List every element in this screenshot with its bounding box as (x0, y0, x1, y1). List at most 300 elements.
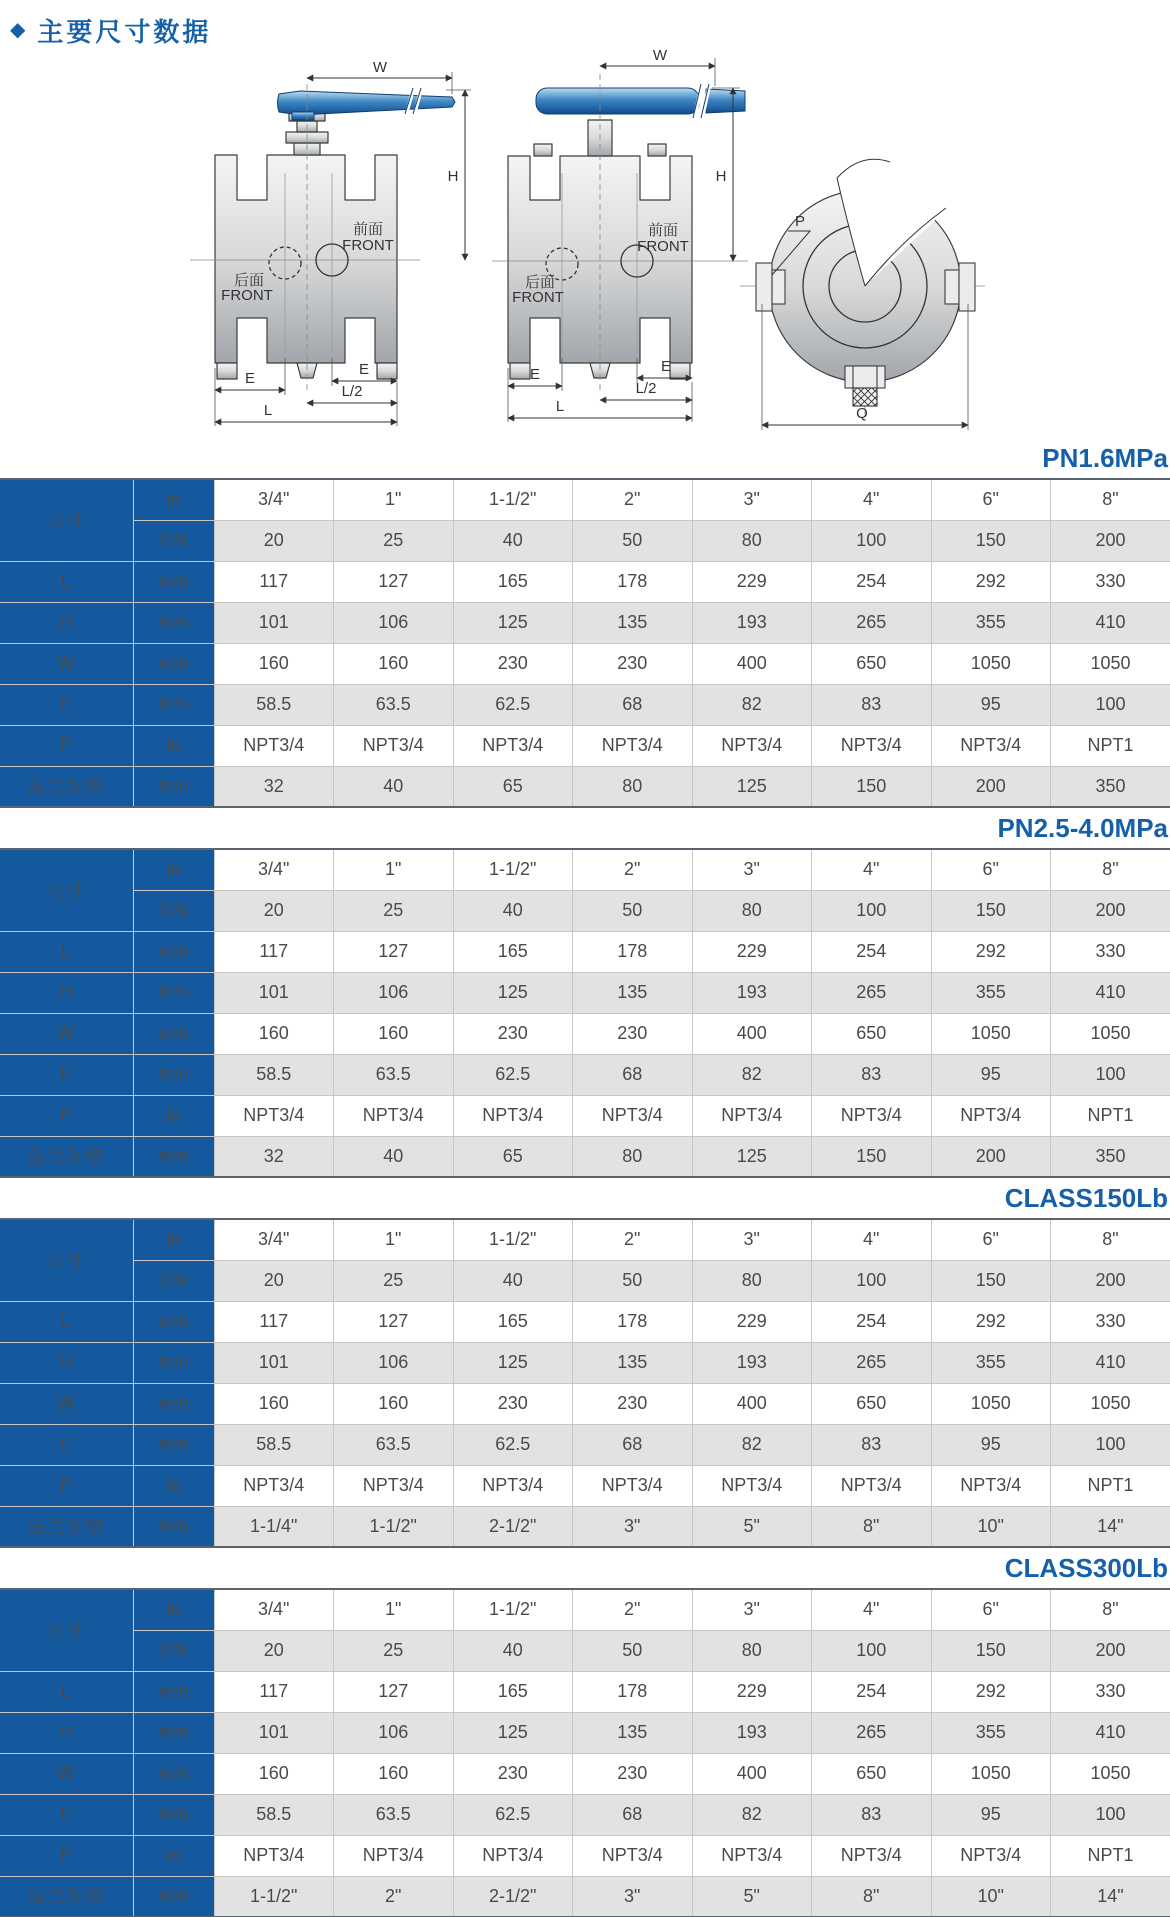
dim-value-cell: 410 (1051, 1712, 1170, 1753)
dim-value-cell: 410 (1051, 602, 1170, 643)
dimension-header-cell: 尺寸 (0, 479, 133, 561)
dim-value-cell: 127 (334, 931, 454, 972)
dim-value-cell: 82 (692, 1794, 812, 1835)
dim-value-cell: 82 (692, 684, 812, 725)
dim-value-cell: 68 (573, 684, 693, 725)
dim-value-cell: 400 (692, 1013, 812, 1054)
dim-value-cell: 58.5 (214, 1794, 334, 1835)
size-inch-cell: 8" (1051, 849, 1170, 890)
dim-value-cell: 83 (812, 1424, 932, 1465)
row-unit-cell: in (133, 1465, 214, 1506)
dim-value-cell: 2-1/2" (453, 1506, 573, 1547)
dim-value-cell: 68 (573, 1054, 693, 1095)
dim-value-cell: 127 (334, 1301, 454, 1342)
dim-value-cell: NPT3/4 (453, 1095, 573, 1136)
row-unit-cell: mm (133, 1301, 214, 1342)
row-unit-cell: mm (133, 972, 214, 1013)
dimension-table (0, 478, 1170, 808)
size-dn-cell: 150 (931, 520, 1051, 561)
dim-value-cell: 200 (931, 1136, 1051, 1177)
dim-label-e-right: E (358, 361, 370, 378)
size-inch-cell: 1-1/2" (453, 1589, 573, 1630)
dim-value-cell: 230 (573, 1383, 693, 1424)
dim-value-cell: NPT1 (1051, 1835, 1170, 1876)
dim-value-cell: 100 (1051, 1054, 1170, 1095)
dim-value-cell: 3" (573, 1506, 693, 1547)
dim-label-q: Q (856, 405, 868, 422)
row-label-cell: 法兰规格 (0, 766, 133, 807)
size-dn-cell: 80 (692, 520, 812, 561)
table-title: PN1.6MPa (1042, 443, 1168, 473)
row-unit-cell: mm (133, 643, 214, 684)
dim-value-cell: NPT1 (1051, 725, 1170, 766)
dim-value-cell: 68 (573, 1794, 693, 1835)
dim-label-e-left: E (529, 366, 541, 383)
size-inch-cell: 6" (931, 1589, 1051, 1630)
dim-value-cell: 8" (812, 1876, 932, 1917)
dim-value-cell: NPT3/4 (334, 1465, 454, 1506)
dim-value-cell: 292 (931, 931, 1051, 972)
dim-value-cell: 160 (334, 643, 454, 684)
size-inch-cell: 8" (1051, 479, 1170, 520)
dim-value-cell: 355 (931, 972, 1051, 1013)
size-inch-cell: 2" (573, 849, 693, 890)
size-inch-cell: 6" (931, 479, 1051, 520)
size-dn-cell: 80 (692, 1630, 812, 1671)
dim-value-cell: NPT3/4 (573, 725, 693, 766)
dimension-table-section (0, 438, 1170, 808)
size-inch-cell: 2" (573, 1589, 693, 1630)
size-dn-cell: 50 (573, 1260, 693, 1301)
size-dn-cell: 100 (812, 520, 932, 561)
front-label-cn: 前面 (647, 222, 679, 239)
dim-value-cell: 14" (1051, 1506, 1170, 1547)
front-label-cn: 前面 (352, 221, 384, 238)
dim-value-cell: 230 (573, 1753, 693, 1794)
row-label-cell: H (0, 972, 133, 1013)
dim-value-cell: 165 (453, 561, 573, 602)
dim-value-cell: 62.5 (453, 1054, 573, 1095)
dim-value-cell: 106 (334, 1342, 454, 1383)
row-unit-cell: mm (133, 561, 214, 602)
dimension-header-cell: 尺寸 (0, 849, 133, 931)
dim-value-cell: NPT3/4 (573, 1835, 693, 1876)
dim-value-cell: 178 (573, 561, 693, 602)
unit-cell: in (133, 1219, 214, 1260)
dim-value-cell: 5" (692, 1506, 812, 1547)
row-label-cell: P (0, 725, 133, 766)
dim-value-cell: 3" (573, 1876, 693, 1917)
size-inch-cell: 6" (931, 849, 1051, 890)
size-dn-cell: 25 (334, 520, 454, 561)
size-inch-cell: 2" (573, 479, 693, 520)
dim-value-cell: 150 (812, 1136, 932, 1177)
valve-front-view-lever (190, 59, 471, 426)
dim-value-cell: 165 (453, 1301, 573, 1342)
dim-value-cell: 193 (692, 1712, 812, 1753)
dim-value-cell: 40 (334, 1136, 454, 1177)
dim-value-cell: 292 (931, 1671, 1051, 1712)
dim-label-e-left: E (244, 370, 256, 387)
dim-value-cell: 400 (692, 1753, 812, 1794)
dim-value-cell: NPT3/4 (931, 1465, 1051, 1506)
row-unit-cell: mm (133, 1506, 214, 1547)
front-label-en: FRONT (637, 238, 689, 255)
section-heading (0, 0, 1170, 48)
dim-value-cell: NPT3/4 (812, 1095, 932, 1136)
dim-value-cell: 40 (334, 766, 454, 807)
valve-drawings-svg (0, 48, 1170, 438)
dim-value-cell: 101 (214, 972, 334, 1013)
dim-value-cell: NPT3/4 (453, 1465, 573, 1506)
dim-value-cell: NPT3/4 (214, 1835, 334, 1876)
dim-value-cell: 125 (692, 1136, 812, 1177)
pipe-handle (536, 88, 699, 114)
dim-value-cell: 292 (931, 1301, 1051, 1342)
dim-label-h: H (715, 168, 727, 185)
size-inch-cell: 3/4" (214, 1589, 334, 1630)
dim-value-cell: 160 (214, 643, 334, 684)
dim-value-cell: NPT3/4 (812, 725, 932, 766)
valve-front-view-pipe-handle (492, 48, 748, 422)
dim-value-cell: 10" (931, 1506, 1051, 1547)
dim-value-cell: 1050 (931, 1383, 1051, 1424)
size-inch-cell: 1" (334, 849, 454, 890)
dim-value-cell: 160 (214, 1383, 334, 1424)
dim-value-cell: 230 (453, 1753, 573, 1794)
dim-value-cell: NPT3/4 (334, 725, 454, 766)
size-dn-cell: 150 (931, 1260, 1051, 1301)
size-inch-cell: 3" (692, 1589, 812, 1630)
dim-value-cell: NPT3/4 (812, 1835, 932, 1876)
dim-value-cell: 330 (1051, 931, 1170, 972)
dim-value-cell: NPT3/4 (692, 1095, 812, 1136)
dim-value-cell: 125 (453, 972, 573, 1013)
dim-value-cell: 127 (334, 561, 454, 602)
dim-value-cell: 193 (692, 602, 812, 643)
dim-value-cell: 58.5 (214, 684, 334, 725)
table-title: CLASS150Lb (1004, 1183, 1168, 1213)
row-unit-cell: mm (133, 766, 214, 807)
size-dn-cell: 20 (214, 890, 334, 931)
front-label-en: FRONT (342, 237, 394, 254)
dim-value-cell: 254 (812, 1301, 932, 1342)
dim-value-cell: 1-1/2" (334, 1506, 454, 1547)
dim-value-cell: 150 (812, 766, 932, 807)
size-dn-cell: 100 (812, 890, 932, 931)
row-label-cell: 法兰规格 (0, 1136, 133, 1177)
size-dn-cell: 100 (812, 1630, 932, 1671)
dim-value-cell: 106 (334, 602, 454, 643)
dim-value-cell: 58.5 (214, 1424, 334, 1465)
dim-value-cell: 82 (692, 1054, 812, 1095)
dim-label-l-half: L/2 (635, 380, 657, 397)
size-dn-cell: 40 (453, 520, 573, 561)
row-unit-cell: mm (133, 1753, 214, 1794)
dim-value-cell: 14" (1051, 1876, 1170, 1917)
dim-value-cell: 117 (214, 1671, 334, 1712)
size-inch-cell: 3" (692, 1219, 812, 1260)
dim-value-cell: 265 (812, 1712, 932, 1753)
dim-value-cell: 160 (214, 1013, 334, 1054)
dim-value-cell: 82 (692, 1424, 812, 1465)
dimension-header-cell: 尺寸 (0, 1589, 133, 1671)
dim-value-cell: 117 (214, 561, 334, 602)
size-inch-cell: 1-1/2" (453, 479, 573, 520)
size-inch-cell: 3/4" (214, 1219, 334, 1260)
dim-value-cell: 63.5 (334, 684, 454, 725)
dim-value-cell: 1-1/4" (214, 1506, 334, 1547)
row-unit-cell: mm (133, 602, 214, 643)
dim-label-w: W (372, 59, 388, 76)
dim-value-cell: NPT3/4 (692, 725, 812, 766)
dim-value-cell: 100 (1051, 1424, 1170, 1465)
dim-value-cell: 65 (453, 766, 573, 807)
dim-value-cell: NPT3/4 (214, 1465, 334, 1506)
dim-value-cell: 350 (1051, 1136, 1170, 1177)
row-unit-cell: mm (133, 1424, 214, 1465)
row-unit-cell: mm (133, 1054, 214, 1095)
dim-value-cell: 32 (214, 1136, 334, 1177)
back-label-cn: 后面 (233, 272, 265, 289)
row-label-cell: P (0, 1095, 133, 1136)
dim-value-cell: 62.5 (453, 1794, 573, 1835)
unit-cell: in (133, 1589, 214, 1630)
dim-value-cell: 650 (812, 1013, 932, 1054)
dim-value-cell: 193 (692, 972, 812, 1013)
dim-value-cell: 95 (931, 1794, 1051, 1835)
dimension-table-section (0, 1178, 1170, 1548)
dim-value-cell: NPT3/4 (931, 725, 1051, 766)
dim-value-cell: NPT3/4 (573, 1095, 693, 1136)
size-inch-cell: 1" (334, 1589, 454, 1630)
unit-cell: DN (133, 520, 214, 561)
row-label-cell: E (0, 1424, 133, 1465)
dim-value-cell: 650 (812, 1753, 932, 1794)
dim-value-cell: NPT1 (1051, 1095, 1170, 1136)
size-dn-cell: 200 (1051, 1260, 1170, 1301)
dim-value-cell: NPT3/4 (931, 1095, 1051, 1136)
dim-value-cell: 2-1/2" (453, 1876, 573, 1917)
dim-value-cell: 292 (931, 561, 1051, 602)
technical-drawings (0, 48, 1170, 438)
size-inch-cell: 1-1/2" (453, 1219, 573, 1260)
row-unit-cell: in (133, 725, 214, 766)
size-dn-cell: 200 (1051, 1630, 1170, 1671)
row-unit-cell: mm (133, 1383, 214, 1424)
dim-value-cell: 10" (931, 1876, 1051, 1917)
dim-value-cell: 125 (692, 766, 812, 807)
dim-label-l: L (263, 402, 273, 419)
dimension-table (0, 848, 1170, 1178)
back-label-en: FRONT (512, 289, 564, 306)
unit-cell: DN (133, 1630, 214, 1671)
row-label-cell: H (0, 602, 133, 643)
dim-value-cell: 230 (573, 643, 693, 684)
row-label-cell: H (0, 1342, 133, 1383)
size-dn-cell: 150 (931, 890, 1051, 931)
dim-value-cell: NPT3/4 (453, 1835, 573, 1876)
dim-value-cell: 1050 (931, 1753, 1051, 1794)
dim-value-cell: 350 (1051, 766, 1170, 807)
size-dn-cell: 25 (334, 1260, 454, 1301)
dim-value-cell: 178 (573, 1671, 693, 1712)
size-dn-cell: 150 (931, 1630, 1051, 1671)
size-dn-cell: 50 (573, 890, 693, 931)
dim-value-cell: 165 (453, 1671, 573, 1712)
dimension-table (0, 1588, 1170, 1917)
dim-value-cell: 265 (812, 1342, 932, 1383)
row-label-cell: L (0, 561, 133, 602)
dim-value-cell: 65 (453, 1136, 573, 1177)
dim-value-cell: 355 (931, 602, 1051, 643)
dim-value-cell: 1050 (931, 1013, 1051, 1054)
size-dn-cell: 40 (453, 890, 573, 931)
dim-value-cell: 229 (692, 1671, 812, 1712)
row-label-cell: H (0, 1712, 133, 1753)
dim-value-cell: 230 (453, 1013, 573, 1054)
dim-value-cell: 160 (334, 1753, 454, 1794)
size-inch-cell: 6" (931, 1219, 1051, 1260)
dim-value-cell: 410 (1051, 972, 1170, 1013)
dim-value-cell: 8" (812, 1506, 932, 1547)
dim-value-cell: 265 (812, 972, 932, 1013)
dim-value-cell: 178 (573, 931, 693, 972)
dim-value-cell: 330 (1051, 1301, 1170, 1342)
dim-value-cell: 229 (692, 931, 812, 972)
size-dn-cell: 80 (692, 890, 812, 931)
dim-value-cell: 5" (692, 1876, 812, 1917)
table-title: PN2.5-4.0MPa (997, 813, 1168, 843)
dim-value-cell: 135 (573, 1342, 693, 1383)
dimension-table (0, 1218, 1170, 1548)
dim-label-p: P (794, 213, 806, 230)
dim-value-cell: 200 (931, 766, 1051, 807)
dim-label-l-half: L/2 (341, 383, 363, 400)
size-dn-cell: 40 (453, 1630, 573, 1671)
dim-value-cell: 355 (931, 1342, 1051, 1383)
dim-value-cell: 2" (334, 1876, 454, 1917)
dim-value-cell: 63.5 (334, 1054, 454, 1095)
row-unit-cell: in (133, 1835, 214, 1876)
dim-value-cell: 125 (453, 602, 573, 643)
row-label-cell: P (0, 1465, 133, 1506)
tables-container (0, 438, 1170, 1917)
row-unit-cell: mm (133, 1712, 214, 1753)
size-inch-cell: 4" (812, 1589, 932, 1630)
page-title: 主要尺寸数据 (37, 16, 212, 47)
back-label-cn: 后面 (524, 274, 556, 291)
dim-value-cell: 230 (453, 1383, 573, 1424)
dim-value-cell: 650 (812, 643, 932, 684)
dim-value-cell: 68 (573, 1424, 693, 1465)
dim-label-l: L (555, 398, 565, 415)
dim-value-cell: 400 (692, 643, 812, 684)
row-unit-cell: mm (133, 1671, 214, 1712)
size-inch-cell: 1" (334, 479, 454, 520)
size-inch-cell: 2" (573, 1219, 693, 1260)
row-unit-cell: mm (133, 1794, 214, 1835)
dim-label-h: H (447, 168, 459, 185)
unit-cell: in (133, 849, 214, 890)
size-dn-cell: 200 (1051, 520, 1170, 561)
dim-value-cell: 135 (573, 1712, 693, 1753)
unit-cell: DN (133, 1260, 214, 1301)
dim-value-cell: 32 (214, 766, 334, 807)
table-title: CLASS300Lb (1004, 1553, 1168, 1583)
dim-value-cell: 650 (812, 1383, 932, 1424)
size-inch-cell: 1-1/2" (453, 849, 573, 890)
row-unit-cell: mm (133, 1013, 214, 1054)
row-unit-cell: mm (133, 1136, 214, 1177)
dim-value-cell: 80 (573, 1136, 693, 1177)
lever-handle (278, 91, 456, 115)
dim-value-cell: NPT3/4 (214, 1095, 334, 1136)
dim-value-cell: NPT3/4 (692, 1465, 812, 1506)
dim-value-cell: 83 (812, 684, 932, 725)
dim-value-cell: 62.5 (453, 1424, 573, 1465)
dim-value-cell: 1050 (1051, 643, 1170, 684)
size-inch-cell: 3/4" (214, 849, 334, 890)
dim-value-cell: 101 (214, 1712, 334, 1753)
dim-value-cell: 83 (812, 1794, 932, 1835)
dim-value-cell: 106 (334, 972, 454, 1013)
dim-value-cell: 125 (453, 1712, 573, 1753)
unit-cell: DN (133, 890, 214, 931)
dim-value-cell: 230 (453, 643, 573, 684)
dim-value-cell: 1050 (1051, 1753, 1170, 1794)
dim-value-cell: 1050 (931, 643, 1051, 684)
size-dn-cell: 100 (812, 1260, 932, 1301)
row-unit-cell: mm (133, 684, 214, 725)
dim-value-cell: NPT3/4 (334, 1095, 454, 1136)
dim-value-cell: 135 (573, 602, 693, 643)
dim-value-cell: 330 (1051, 561, 1170, 602)
dimension-header-cell: 尺寸 (0, 1219, 133, 1301)
row-label-cell: P (0, 1835, 133, 1876)
unit-cell: in (133, 479, 214, 520)
dim-value-cell: 165 (453, 931, 573, 972)
dim-value-cell: 193 (692, 1342, 812, 1383)
dim-value-cell: 178 (573, 1301, 693, 1342)
dim-value-cell: 230 (573, 1013, 693, 1054)
dim-value-cell: 160 (334, 1383, 454, 1424)
row-label-cell: 法兰规格 (0, 1506, 133, 1547)
dim-value-cell: 95 (931, 684, 1051, 725)
dim-value-cell: 410 (1051, 1342, 1170, 1383)
size-dn-cell: 25 (334, 1630, 454, 1671)
size-inch-cell: 4" (812, 1219, 932, 1260)
row-label-cell: W (0, 1013, 133, 1054)
row-label-cell: E (0, 1794, 133, 1835)
dim-value-cell: 1050 (1051, 1383, 1170, 1424)
dim-value-cell: 83 (812, 1054, 932, 1095)
row-label-cell: E (0, 684, 133, 725)
size-inch-cell: 3/4" (214, 479, 334, 520)
dim-value-cell: 117 (214, 1301, 334, 1342)
row-unit-cell: mm (133, 1876, 214, 1917)
dim-value-cell: 80 (573, 766, 693, 807)
dim-value-cell: 229 (692, 1301, 812, 1342)
dim-value-cell: 265 (812, 602, 932, 643)
dim-value-cell: 125 (453, 1342, 573, 1383)
size-inch-cell: 8" (1051, 1589, 1170, 1630)
size-dn-cell: 40 (453, 1260, 573, 1301)
size-dn-cell: 20 (214, 1630, 334, 1671)
dim-value-cell: NPT3/4 (931, 1835, 1051, 1876)
row-unit-cell: mm (133, 931, 214, 972)
row-unit-cell: in (133, 1095, 214, 1136)
